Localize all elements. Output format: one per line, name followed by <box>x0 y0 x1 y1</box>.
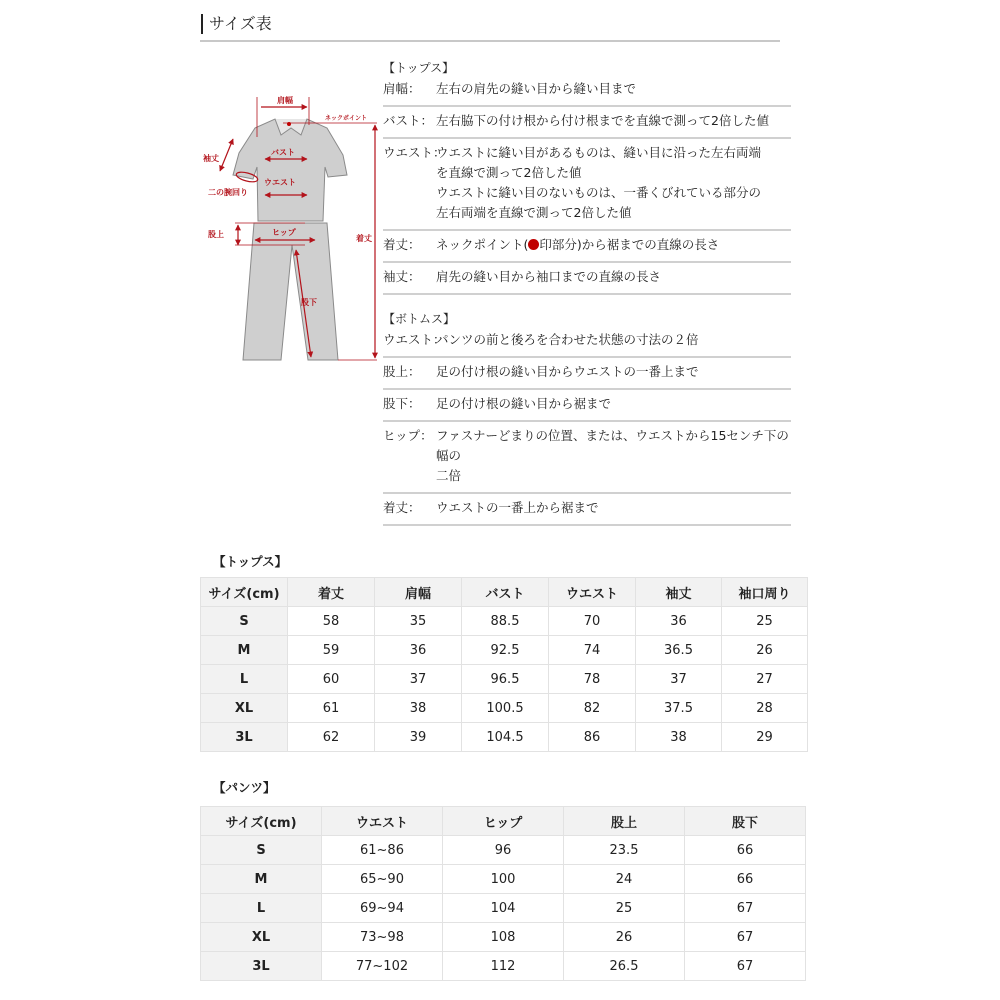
definition-desc: ファスナーどまりの位置、または、ウエストから15センチ下の幅の 二倍 <box>436 428 789 483</box>
column-header: 股下 <box>685 807 806 836</box>
definition-desc <box>436 235 791 255</box>
definition-term: 着丈： <box>383 237 421 252</box>
tops-table-heading: 【トップス】 <box>213 554 288 569</box>
table-cell: 86 <box>549 723 636 752</box>
definition-desc: 足の付け根の縫い目から裾まで <box>436 396 612 411</box>
table-cell: 96.5 <box>462 665 549 694</box>
definition-row <box>383 263 791 295</box>
definition-row <box>383 358 791 390</box>
table-cell: 104 <box>443 894 564 923</box>
table-header-row <box>201 578 808 607</box>
definition-row <box>383 139 791 231</box>
definition-row <box>383 231 791 263</box>
label-neck-point: ネックポイント <box>325 115 368 122</box>
table-row <box>201 665 808 694</box>
table-cell: 112 <box>443 952 564 981</box>
size-label: XL <box>201 694 288 723</box>
shirt-shape <box>233 119 347 221</box>
definition-term: バスト： <box>383 113 434 128</box>
column-header: 肩幅 <box>375 578 462 607</box>
table-cell: 73~98 <box>322 923 443 952</box>
table-cell: 88.5 <box>462 607 549 636</box>
size-label: L <box>201 665 288 694</box>
definition-term: 股上： <box>383 364 421 379</box>
table-cell: 67 <box>685 952 806 981</box>
size-label: S <box>201 607 288 636</box>
definition-row <box>383 422 791 494</box>
table-row <box>201 694 808 723</box>
table-cell: 77~102 <box>322 952 443 981</box>
table-cell: 70 <box>549 607 636 636</box>
table-cell: 78 <box>549 665 636 694</box>
label-length: 着丈 <box>356 234 372 243</box>
size-label: L <box>201 894 322 923</box>
definition-row <box>383 494 791 526</box>
table-header-row <box>201 807 806 836</box>
table-cell: 108 <box>443 923 564 952</box>
table-cell: 58 <box>288 607 375 636</box>
definition-row <box>383 107 791 139</box>
table-row <box>201 836 806 865</box>
column-header: ウエスト <box>549 578 636 607</box>
label-waist: ウエスト <box>264 178 296 187</box>
label-sleeve: 袖丈 <box>203 154 219 163</box>
table-cell: 61 <box>288 694 375 723</box>
table-cell: 67 <box>685 923 806 952</box>
table-cell: 67 <box>685 894 806 923</box>
table-cell: 26 <box>564 923 685 952</box>
table-row <box>201 865 806 894</box>
size-label: 3L <box>201 952 322 981</box>
table-cell: 100 <box>443 865 564 894</box>
definition-term: ウエスト： <box>383 332 446 347</box>
label-arm-circ: 二の腕回り <box>208 188 248 197</box>
definition-row <box>383 329 791 358</box>
definition-term: 肩幅： <box>383 81 421 96</box>
table-cell: 26 <box>722 636 808 665</box>
table-row <box>201 636 808 665</box>
table-cell: 38 <box>636 723 722 752</box>
title-divider <box>200 40 780 42</box>
table-cell: 82 <box>549 694 636 723</box>
definition-desc-part: 印部分)から裾までの直線の長さ <box>539 237 720 252</box>
red-dot-icon <box>528 239 539 250</box>
table-cell: 92.5 <box>462 636 549 665</box>
table-cell: 37.5 <box>636 694 722 723</box>
column-header: ヒップ <box>443 807 564 836</box>
column-header: 股上 <box>564 807 685 836</box>
column-header: バスト <box>462 578 549 607</box>
column-header: 袖丈 <box>636 578 722 607</box>
table-cell: 62 <box>288 723 375 752</box>
size-label: S <box>201 836 322 865</box>
table-cell: 25 <box>564 894 685 923</box>
table-row <box>201 952 806 981</box>
table-row <box>201 894 806 923</box>
definition-term: 袖丈： <box>383 269 421 284</box>
table-cell: 59 <box>288 636 375 665</box>
column-header: サイズ(cm) <box>201 578 288 607</box>
table-cell: 37 <box>375 665 462 694</box>
definition-desc: パンツの前と後ろを合わせた状態の寸法の２倍 <box>436 332 699 347</box>
definition-row <box>383 390 791 422</box>
definition-desc-part: ネックポイント( <box>436 237 529 252</box>
column-header: 袖口周り <box>722 578 808 607</box>
table-cell: 61~86 <box>322 836 443 865</box>
table-cell: 39 <box>375 723 462 752</box>
table-cell: 25 <box>722 607 808 636</box>
bottoms-definitions-heading: 【ボトムス】 <box>383 312 456 326</box>
table-cell: 38 <box>375 694 462 723</box>
label-shoulder: 肩幅 <box>277 96 293 105</box>
size-label: M <box>201 636 288 665</box>
table-cell: 96 <box>443 836 564 865</box>
table-row <box>201 607 808 636</box>
column-header: サイズ(cm) <box>201 807 322 836</box>
table-cell: 28 <box>722 694 808 723</box>
table-cell: 37 <box>636 665 722 694</box>
size-label: XL <box>201 923 322 952</box>
table-cell: 26.5 <box>564 952 685 981</box>
table-cell: 29 <box>722 723 808 752</box>
column-header: ウエスト <box>322 807 443 836</box>
table-cell: 23.5 <box>564 836 685 865</box>
tops-size-table <box>200 577 808 752</box>
definition-desc: 左右脇下の付け根から付け根までを直線で測って2倍した値 <box>436 113 769 128</box>
definition-desc: 足の付け根の縫い目からウエストの一番上まで <box>436 364 699 379</box>
definition-desc: 左右の肩先の縫い目から縫い目まで <box>436 81 637 96</box>
table-cell: 36 <box>375 636 462 665</box>
table-cell: 100.5 <box>462 694 549 723</box>
table-cell: 104.5 <box>462 723 549 752</box>
table-cell: 66 <box>685 836 806 865</box>
table-cell: 36 <box>636 607 722 636</box>
definition-desc: ウエストに縫い目があるものは、縫い目に沿った左右両端 を直線で測って2倍した値 ウエストに縫い目のないものは、一番くびれている部分の 左右両端を直線で測って2倍した値 <box>436 145 762 220</box>
definition-term: 股下： <box>383 396 421 411</box>
table-cell: 74 <box>549 636 636 665</box>
label-bust: バスト <box>271 148 295 157</box>
table-cell: 35 <box>375 607 462 636</box>
pants-size-table <box>200 806 806 981</box>
table-cell: 66 <box>685 865 806 894</box>
label-inseam: 股下 <box>301 298 317 307</box>
tops-definitions-heading: 【トップス】 <box>383 61 455 75</box>
label-hip: ヒップ <box>272 228 296 237</box>
page-title: サイズ表 <box>201 14 272 34</box>
definition-term: ウエスト： <box>383 145 446 160</box>
table-cell: 69~94 <box>322 894 443 923</box>
label-rise: 股上 <box>208 230 224 239</box>
size-label: M <box>201 865 322 894</box>
measurement-definitions <box>383 58 791 526</box>
table-cell: 24 <box>564 865 685 894</box>
definition-row <box>383 78 791 107</box>
table-row <box>201 923 806 952</box>
table-row <box>201 723 808 752</box>
definition-desc: 肩先の縫い目から袖口までの直線の長さ <box>436 269 662 284</box>
neck-point-dot <box>287 122 291 126</box>
definition-desc: ウエストの一番上から裾まで <box>436 500 599 515</box>
pants-shape <box>243 223 338 360</box>
column-header: 着丈 <box>288 578 375 607</box>
size-label: 3L <box>201 723 288 752</box>
table-cell: 60 <box>288 665 375 694</box>
table-cell: 65~90 <box>322 865 443 894</box>
sleeve-arrow <box>220 139 233 171</box>
measurement-diagram <box>195 95 385 370</box>
table-cell: 27 <box>722 665 808 694</box>
pants-table-heading: 【パンツ】 <box>213 780 276 795</box>
table-cell: 36.5 <box>636 636 722 665</box>
definition-term: ヒップ： <box>383 428 433 443</box>
definition-term: 着丈： <box>383 500 421 515</box>
